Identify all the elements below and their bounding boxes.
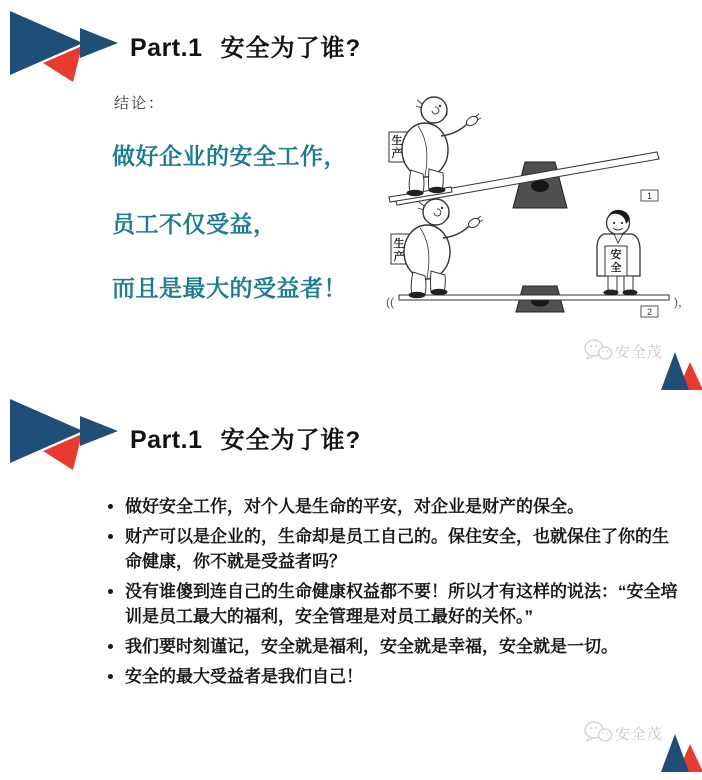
wechat-icon <box>583 720 613 744</box>
slide-header <box>130 28 361 63</box>
production-sign-label: 生产 <box>393 238 405 263</box>
watermark-brand: 安全茂 <box>615 344 664 361</box>
page-title: 安全为了谁? <box>220 35 362 62</box>
scene-1 <box>389 97 659 208</box>
motion-mark-right: )， <box>674 295 690 309</box>
part-label: Part.1 <box>130 426 203 454</box>
motion-mark-left: (( <box>386 295 394 309</box>
slide-header <box>130 420 361 455</box>
scene-2-tag: 2 <box>646 307 653 317</box>
statement-line: 而且是最大的受益者！ <box>112 275 347 301</box>
triangles-logo <box>10 398 130 473</box>
conclusion-label: 结论： <box>114 95 166 112</box>
scene-2 <box>386 199 690 317</box>
slide-2 <box>0 388 702 780</box>
scene-1-tag: 1 <box>646 191 653 201</box>
watermark <box>583 718 702 776</box>
wechat-icon <box>583 338 613 362</box>
bullet-list <box>105 494 678 694</box>
bullet-item: • 财产可以是企业的，生命却是员工自己的。保住安全，也就保住了你的生命健康，你不就是受益者吗？ <box>125 524 678 574</box>
page-title: 安全为了谁? <box>220 427 362 454</box>
safety-sign-label: 安全 <box>610 249 622 274</box>
seesaw-cartoon <box>385 90 695 325</box>
triangles-logo <box>10 10 130 85</box>
production-sign-label: 生产 <box>391 135 403 160</box>
statement-line: 做好企业的安全工作， <box>112 143 347 169</box>
mountain-logo-icon <box>661 734 702 772</box>
bullet-item: • 做好安全工作，对个人是生命的平安，对企业是财产的保全。 <box>125 494 678 519</box>
mountain-logo-icon <box>661 352 702 390</box>
watermark-brand: 安全茂 <box>615 726 664 743</box>
statement-line: 员工不仅受益， <box>112 211 277 237</box>
part-label: Part.1 <box>130 34 203 62</box>
bullet-item: • 我们要时刻谨记，安全就是福利，安全就是幸福，安全就是一切。 <box>125 634 678 659</box>
bullet-item: • 安全的最大受益者是我们自己！ <box>125 664 678 689</box>
bullet-item: • 没有谁傻到连自己的生命健康权益都不要！所以才有这样的说法：“安全培训是员工最大的福利，安全管理是对员工最好的关怀。” <box>125 579 678 629</box>
watermark <box>583 336 702 394</box>
